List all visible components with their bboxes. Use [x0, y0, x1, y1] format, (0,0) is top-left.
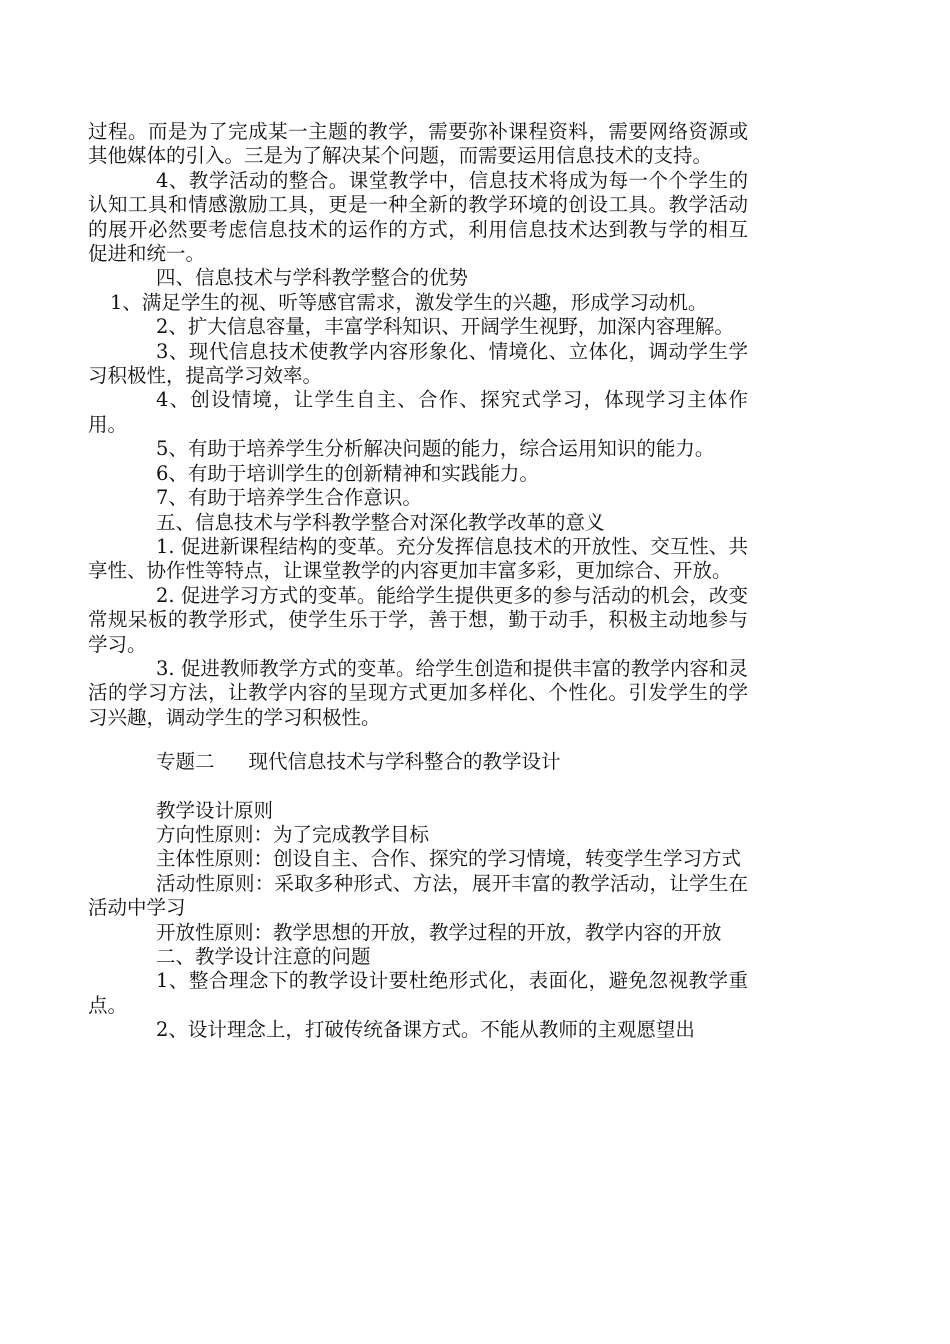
list-item: 2、设计理念上，打破传统备课方式。不能从教师的主观愿望出 — [156, 1018, 695, 1042]
list-item: 1、满足学生的视、听等感官需求，激发学生的兴趣，形成学习动机。 — [110, 290, 708, 314]
list-item: 7、有助于培养学生合作意识。 — [156, 486, 422, 510]
list-item: 2、扩大信息容量，丰富学科知识、开阔学生视野，加深内容理解。 — [156, 315, 734, 339]
topic-heading — [88, 750, 748, 774]
list-item: 5、有助于培养学生分析解决问题的能力，综合运用知识的能力。 — [156, 437, 715, 461]
list-item: 3. 促进教师教学方式的变革。给学生创造和提供丰富的教学内容和灵活的学习方法，让教学内容的呈现方式更加多样化、个性化。引发学生的学习兴趣，调动学生的学习积极性。 — [88, 656, 748, 729]
principle-item: 活动性原则：采取多种形式、方法，展开丰富的教学活动，让学生在活动中学习 — [88, 871, 748, 920]
list-item: 3、现代信息技术使教学内容形象化、情境化、立体化，调动学生学习积极性，提高学习效率。 — [88, 339, 748, 388]
list-item: 6、有助于培训学生的创新精神和实践能力。 — [156, 461, 539, 485]
section-heading: 二、教学设计注意的问题 — [156, 945, 371, 968]
list-item: 1、整合理念下的教学设计要杜绝形式化，表面化，避免忽视教学重点。 — [88, 969, 748, 1017]
topic-title: 现代信息技术与学科整合的教学设计 — [248, 750, 561, 774]
topic-label: 专题二 — [156, 750, 215, 774]
section-heading: 四、信息技术与学科教学整合的优势 — [156, 266, 469, 290]
principle-item: 主体性原则：创设自主、合作、探究的学习情境，转变学生学习方式 — [156, 847, 742, 871]
principle-item: 方向性原则：为了完成教学目标 — [156, 822, 430, 846]
paragraph: 过程。而是为了完成某一主题的教学，需要弥补课程资料，需要网络资源或其他媒体的引入。三是为了解决某个问题，而需要运用信息技术的支持。 — [88, 120, 748, 168]
document-page — [88, 120, 748, 1043]
list-item: 4、创设情境，让学生自主、合作、探究式学习，体现学习主体作用。 — [88, 388, 748, 436]
section-heading: 教学设计原则 — [156, 798, 274, 822]
paragraph: 4、教学活动的整合。课堂教学中，信息技术将成为每一个个学生的认知工具和情感激励工具，更是一种全新的教学环境的创设工具。教学活动的展开必然要考虑信息技术的运作的方式，利用信息技术达到教与学的相互促进和统一。 — [88, 168, 748, 266]
list-item: 1. 促进新课程结构的变革。充分发挥信息技术的开放性、交互性、共享性、协作性等特点，让课堂教学的内容更加丰富多彩，更加综合、开放。 — [88, 534, 748, 583]
principle-item: 开放性原则：教学思想的开放，教学过程的开放，教学内容的开放 — [156, 920, 722, 944]
list-item: 2. 促进学习方式的变革。能给学生提供更多的参与活动的机会，改变常规呆板的教学形式，使学生乐于学，善于想，勤于动手，积极主动地参与学习。 — [88, 583, 748, 656]
section-heading: 五、信息技术与学科教学整合对深化教学改革的意义 — [156, 510, 605, 534]
